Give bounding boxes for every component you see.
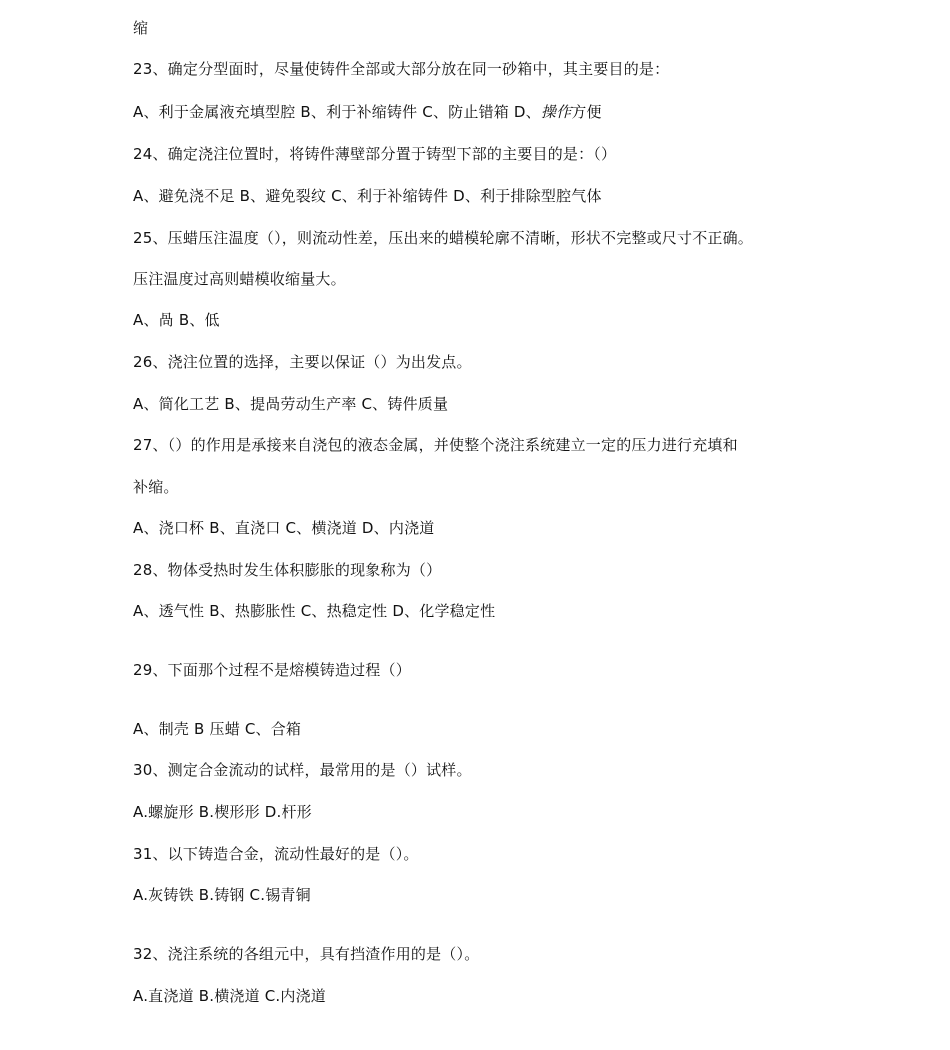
question-30: 30、测定合金流动的试样，最常用的是（）试样。 [133, 761, 472, 779]
question-31: 31、以下铸造合金，流动性最好的是（）。 [133, 845, 419, 863]
question-25: 25、压蜡压注温度（），则流动性差，压出来的蜡模轮廓不清晰，形状不完整或尺寸不正确。 [133, 229, 753, 247]
options-23-italic-text: 操作 [540, 103, 572, 121]
options-32: A.直浇道 B.横浇道 C.内浇道 [133, 987, 327, 1005]
options-26: A、简化工艺 B、提咼劳动生产率 C、铸件质量 [133, 395, 449, 413]
question-29: 29、下面那个过程不是熔模铸造过程（） [133, 661, 411, 679]
question-25-continued: 压注温度过高则蜡模收缩量大。 [133, 270, 346, 288]
question-32: 32、浇注系统的各组元中，具有挡渣作用的是（）。 [133, 945, 480, 963]
text-line: 缩 [133, 19, 149, 37]
question-23: 23、确定分型面时，尽量使铸件全部或大部分放在同一砂箱中，其主要目的是： [133, 60, 670, 78]
question-26: 26、浇注位置的选择，主要以保证（）为出发点。 [133, 353, 472, 371]
options-24: A、避免浇不足 B、避免裂纹 C、利于补缩铸件 D、利于排除型腔气体 [133, 187, 602, 205]
options-23-text: A、利于金属液充填型腔 B、利于补缩铸件 C、防止错箱 D、 [133, 103, 541, 121]
options-30: A.螺旋形 B.楔形形 D.杆形 [133, 803, 312, 821]
question-27: 27、（）的作用是承接来自浇包的液态金属，并使整个浇注系统建立一定的压力进行充填和 [133, 436, 738, 454]
options-29: A、制壳 B 压蜡 C、合箱 [133, 720, 302, 738]
options-27: A、浇口杯 B、直浇口 C、横浇道 D、内浇道 [133, 519, 435, 537]
options-23-text-end: 方便 [571, 103, 602, 121]
options-31: A.灰铸铁 B.铸钢 C.锡青铜 [133, 886, 311, 904]
question-24: 24、确定浇注位置时，将铸件薄壁部分置于铸型下部的主要目的是：（） [133, 145, 617, 163]
options-23 [133, 102, 602, 122]
question-27-continued: 补缩。 [133, 478, 179, 496]
options-28: A、透气性 B、热膨胀性 C、热稳定性 D、化学稳定性 [133, 602, 496, 620]
options-25: A、咼 B、低 [133, 311, 220, 329]
question-28: 28、物体受热时发生体积膨胀的现象称为（） [133, 561, 442, 579]
